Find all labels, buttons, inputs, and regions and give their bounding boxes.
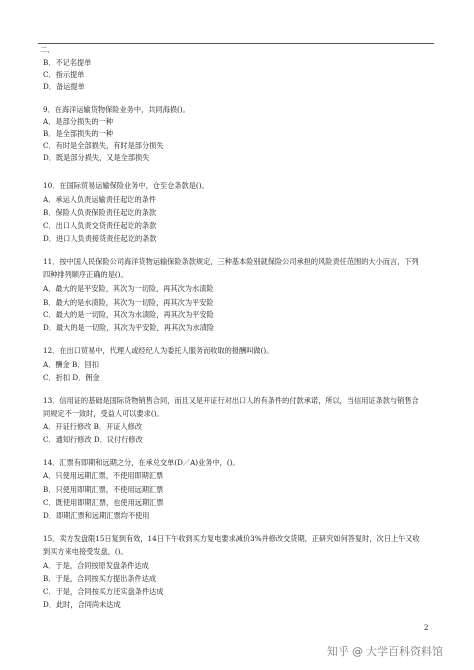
option-line: A．酬金 B．回扣 [43,360,99,369]
text-line: 到买方来电接受发盘，()。 [43,547,128,556]
option-line: B．是全部损失的一种 [43,129,113,138]
option-line: A．只使用远期汇票，不使用即期汇票 [43,471,164,480]
page-number: 2 [424,624,429,632]
at-icon: @ [352,644,363,658]
text-line: D．备运提单 [43,82,85,91]
option-line: B．最大的是水渍险，其次为一切险，再其次为平安险 [43,298,214,307]
section-mark: 二、 [40,46,54,54]
watermark-site: 知乎 [327,645,349,658]
option-line: D．即期汇票和远期汇票均不使用 [43,511,150,520]
option-line: A．开证行修改 B．开证人修改 [43,422,143,431]
question-14: 14．汇票有即期和远期之分，在承兑交单(D／A)业务中，()。 [43,458,240,467]
question-15: 15．卖方发盘限15日复到有效，14日下午收到买方复电要求减价3%并修改交货期，正研究如何答复时，次日上午又收 [43,534,420,543]
text-line: C．指示提单 [43,70,85,79]
watermark [327,643,443,659]
option-line: C．出口人负责交货责任起讫的条款 [43,221,157,230]
option-line: D．进口人负责接货责任起讫的条款 [43,234,157,243]
question-11: 11．按中国人民保险公司海洋货物运输保险条款规定，三种基本险别就保险公司承担的风险责任范围的大小而言，下列 [43,257,419,266]
question-9: 9．在海洋运输货物保险业务中，共同海损()。 [43,105,190,114]
option-line: C．最大的是一切险，其次为水渍险，再其次为平安险 [43,310,214,319]
option-line: A．最大的是平安险，其次为一切险，再其次为水渍险 [43,284,214,293]
top-rule [38,43,434,44]
option-line: B．于是，合同按买方提出条件达成 [43,574,157,583]
question-12: 12．在出口贸易中，代理人或经纪人为委托人服务而收取的报酬叫做()。 [43,346,274,355]
text-line: B．不记名提单 [43,58,92,67]
option-line: C．折扣 D．佣金 [43,373,100,382]
question-13: 13．信用证的基础是国际货物销售合同，而且又是开证行对出口人的有条件的付款承诺，所以，当信用证条款与销售合 [43,396,419,405]
text-line: 同规定不一致时，受益人可以要求()。 [43,409,164,418]
option-line: D．此时，合同尚未达成 [43,600,121,609]
option-line: D．最大的是一切险，其次为平安险，再其次为水渍险 [43,323,215,332]
option-line: B．保险人负责保险责任起讫的条款 [43,208,157,217]
option-line: A．于是，合同按原发盘条件达成 [43,561,149,570]
option-line: C．于是，合同按买方还实盘条件达成 [43,587,164,596]
option-line: C．有时是全部损失，有时是部分损失 [43,141,164,150]
watermark-author: 大学百科资料馆 [366,645,443,658]
option-line: A．承运人负责运输责任起讫的条件 [43,195,157,204]
option-line: C．通知行修改 D．议付行修改 [43,435,143,444]
text-line: 四种排列顺序正确的是()。 [43,270,128,279]
option-line: A．是部分损失的一种 [43,117,113,126]
question-10: 10．在国际贸易运输保险业务中，仓至仓条款是()。 [43,181,209,190]
option-line: C．既使用即期汇票，也使用远期汇票 [43,498,164,507]
option-line: D．既是部分损失，又是全部损失 [43,153,150,162]
option-line: B．只使用即期汇票，不使用远期汇票 [43,485,164,494]
